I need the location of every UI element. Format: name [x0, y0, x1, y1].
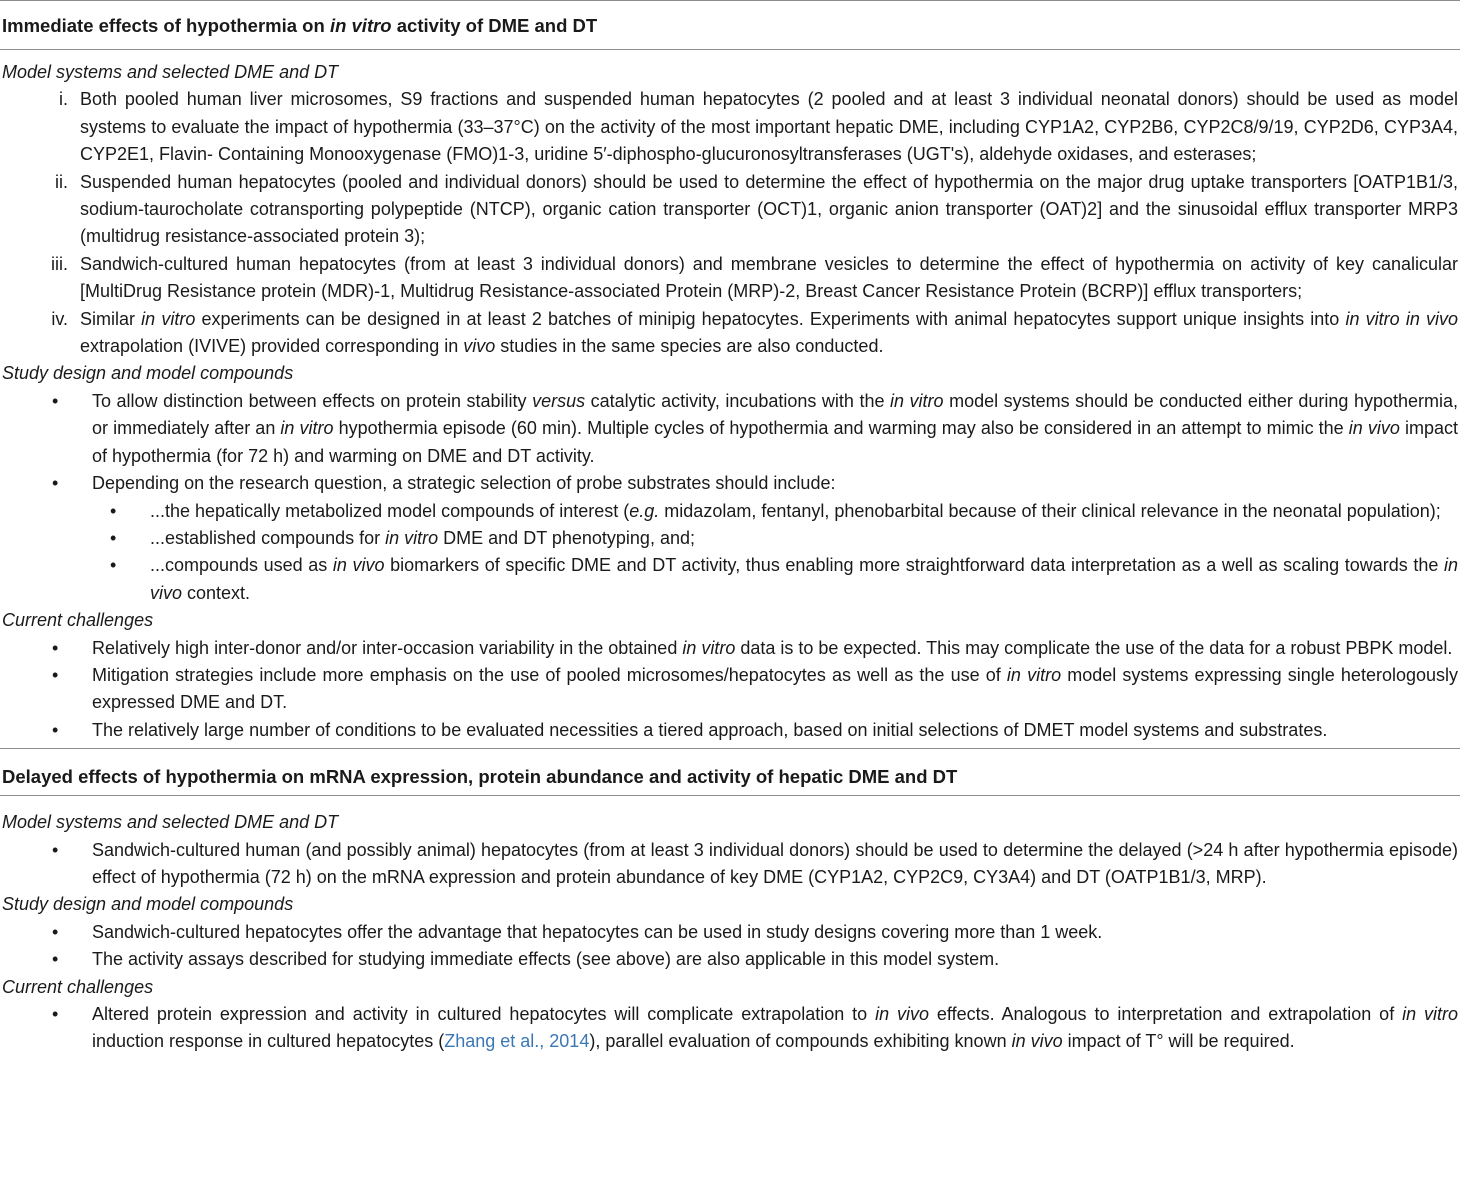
list-item: • The relatively large number of conditions to be evaluated necessities a tiered approach, based on initial selections of DMET model systems and substrates. — [52, 719, 1328, 740]
list-item: • The activity assays described for studying immediate effects (see above) are also applicable in this model system. — [52, 949, 1000, 970]
list-item: iii. Sandwich-cultured human hepatocytes (from at least 3 individual donors) and membrane vesicles to determine the effect of hypothermia on activity of key canalicular [MultiDrug Resistance protein (MDR)-1, Multidrug Resistance-associated Protein (MRP)-2, Breast Cancer Resistance Protein (BCRP)] efflux transporters; — [51, 253, 1458, 302]
list-item: • ...established compounds for in vitro DME and DT phenotyping, and; — [110, 527, 695, 548]
list-item: • Relatively high inter-donor and/or inter-occasion variability in the obtained in vitro data is to be expected. This may complicate the use of the data for a robust PBPK model. — [52, 637, 1453, 658]
list-item: • Sandwich-cultured hepatocytes offer the advantage that hepatocytes can be used in study designs covering more than 1 week. — [52, 921, 1103, 942]
section-heading-delayed: Delayed effects of hypothermia on mRNA expression, protein abundance and activity of hepatic DME and DT — [2, 766, 958, 788]
subheading-model-systems: Model systems and selected DME and DT — [2, 62, 339, 82]
list-item: • Sandwich-cultured human (and possibly animal) hepatocytes (from at least 3 individual donors) should be used to determine the delayed (>24 h after hypothermia episode) effect of hypothermia (72 h) on the mRNA expression and protein abundance of key DME (CYP1A2, CYP2C9, CY3A4) and DT (OATP1B1/3, MRP). — [52, 839, 1458, 887]
list-item: • Altered protein expression and activity in cultured hepatocytes will complicate extrapolation to in vivo effects. Analogous to interpretation and extrapolation of in vitro induction response in cultured hepatocytes (Zhang et al., 2014), parallel evaluation of compounds exhibiting known in vivo impact of T° will be required. — [52, 1004, 1458, 1052]
list-item: • Mitigation strategies include more emphasis on the use of pooled microsomes/hepatocytes as well as the use of in vitro model systems expressing single heterologously expressed DME and DT. — [52, 664, 1459, 713]
subheading-current-challenges: Current challenges — [2, 610, 154, 631]
list-item: ii. Suspended human hepatocytes (pooled and individual donors) should be used to determine the effect of hypothermia on the major drug uptake transporters [OATP1B1/3, sodium-taurocholate cotransporting polypeptide (NTCP), organic cation transporter (OCT)1, organic anion transporter (OAT)2] and the sinusoidal efflux transporter MRP3 (multidrug resistance-associated protein 3); — [55, 171, 1458, 247]
subheading-study-design: Study design and model compounds — [2, 894, 294, 915]
subheading-study-design: Study design and model compounds — [2, 363, 294, 384]
section-heading-immediate: Immediate effects of hypothermia on in vitro activity of DME and DT — [2, 15, 598, 36]
list-item: iv. Similar in vitro experiments can be designed in at least 2 batches of minipig hepatocytes. Experiments with animal hepatocytes support unique insights into in vitro in vivo extrapolation (IVIVE) provided corresponding in vivo studies in the same species are also conducted. — [51, 308, 1458, 357]
citation-link[interactable]: Zhang et al., 2014 — [444, 1031, 590, 1052]
subheading-model-systems: Model systems and selected DME and DT — [2, 812, 339, 833]
list-item: • To allow distinction between effects on protein stability versus catalytic activity, incubations with the in vitro model systems should be conducted either during hypothermia, or immediately after an in vitro hypothermia episode (60 min). Multiple cycles of hypothermia and warming may also be considered in an attempt to mimic the in vivo impact of hypothermia (for 72 h) and warming on DME and DT activity. — [52, 390, 1458, 466]
subheading-current-challenges: Current challenges — [2, 976, 154, 997]
list-item: • ...compounds used as in vivo biomarkers of specific DME and DT activity, thus enabling more straightforward data interpretation as a well as scaling towards the in vivo context. — [110, 555, 1459, 603]
list-item: • Depending on the research question, a strategic selection of probe substrates should include: — [52, 473, 836, 494]
list-item: i. Both pooled human liver microsomes, S9 fractions and suspended human hepatocytes (2 pooled and at least 3 individual neonatal donors) should be used as model systems to evaluate the impact of hypothermia (33–37°C) on the activity of the most important hepatic DME, including CYP1A2, CYP2B6, CYP2C8/9/19, CYP2D6, CYP3A4, CYP2E1, Flavin- Containing Monooxygenase (FMO)1-3, uridine 5′-diphospho-glucuronosyltransferases (UGT's), aldehyde oxidases, and esterases; — [59, 89, 1458, 165]
list-item: • ...the hepatically metabolized model compounds of interest (e.g. midazolam, fentanyl, phenobarbital because of their clinical relevance in the neonatal population); — [110, 500, 1441, 521]
